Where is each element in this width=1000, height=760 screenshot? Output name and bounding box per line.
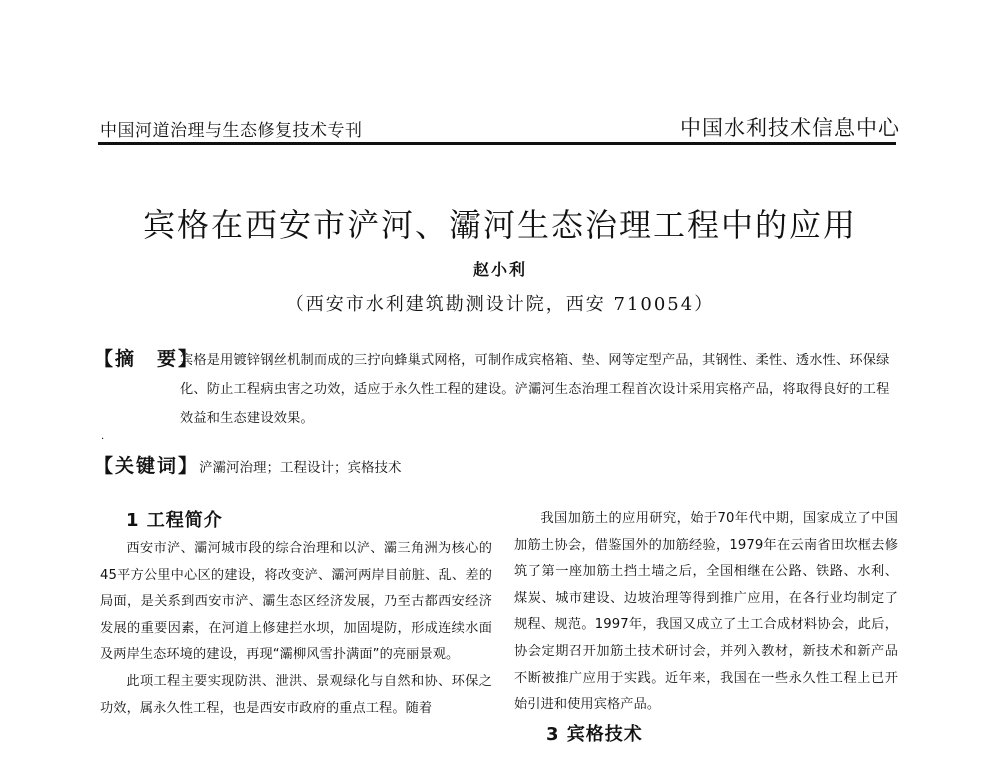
publisher-name: 中国水利技术信息中心 (680, 116, 900, 140)
paragraph: 西安市浐、灞河城市段的综合治理和以浐、灞三角洲为核心的45平方公里中心区的建设，将改变浐、灞河两岸目前脏、乱、差的局面，是关系到西安市浐、灞生态区经济发展，乃至古都西安经济发展的重要因素，在河道上修建拦水坝，加固堤防，形成连续水面及两岸生态环境的建设，再现“灞柳风雪扑满面”的亮丽景观。 (100, 541, 492, 663)
left-column (100, 506, 492, 722)
header-divider (98, 142, 896, 145)
stray-dot: · (101, 434, 105, 445)
paragraph: 此项工程主要实现防洪、泄洪、景观绿化与自然和协、环保之功效，属永久性工程，也是西安市政府的重点工程。随着 (100, 673, 492, 716)
article-title: 宾格在西安市浐河、灞河生态治理工程中的应用 (142, 206, 857, 244)
abstract-text: 宾格是用镀锌钢丝机制而成的三拧向蜂巢式网格，可制作成宾格箱、垫、网等定型产品，其钢性、柔性、透水性、环保绿化、防止工程病虫害之功效，适应于永久性工程的建设。浐灞河生态治理工程首次设计采用宾格产品，将取得良好的工程效益和生态建设效果。 (180, 353, 890, 426)
keywords-label: 【关键词】 (94, 455, 200, 477)
journal-title: 中国河道治理与生态修复技术专刊 (100, 121, 363, 141)
author-affiliation: （西安市水利建筑勘测设计院，西安 710054） (285, 294, 715, 315)
author-name: 赵小利 (472, 260, 527, 279)
section-heading-3: 3 宾格技术 (546, 723, 643, 745)
section-heading-1: 1 工程简介 (126, 510, 223, 531)
paragraph: 我国加筋土的应用研究，始于70年代中期，国家成立了中国加筋土协会，借鉴国外的加筋经验，1979年在云南省田坎框去修筑了第一座加筋土挡土墙之后，全国相继在公路、铁路、水利、煤炭、城市建设、边坡治理等得到推广应用，在各行业均制定了规程、规范。1997年，我国又成立了土工合成材料协会，此后，协会定期召开加筋土技术研讨会，并列入教材，新技术和新产品不断被推广应用于实践。近年来，我国在一些永久性工程上已开始引进和使用宾格产品。 (514, 511, 898, 713)
keywords-text: 浐灞河治理；工程设计；宾格技术 (199, 460, 402, 476)
right-column (514, 506, 898, 750)
keywords (94, 451, 402, 478)
abstract-label: 【摘 要】 (94, 348, 200, 370)
